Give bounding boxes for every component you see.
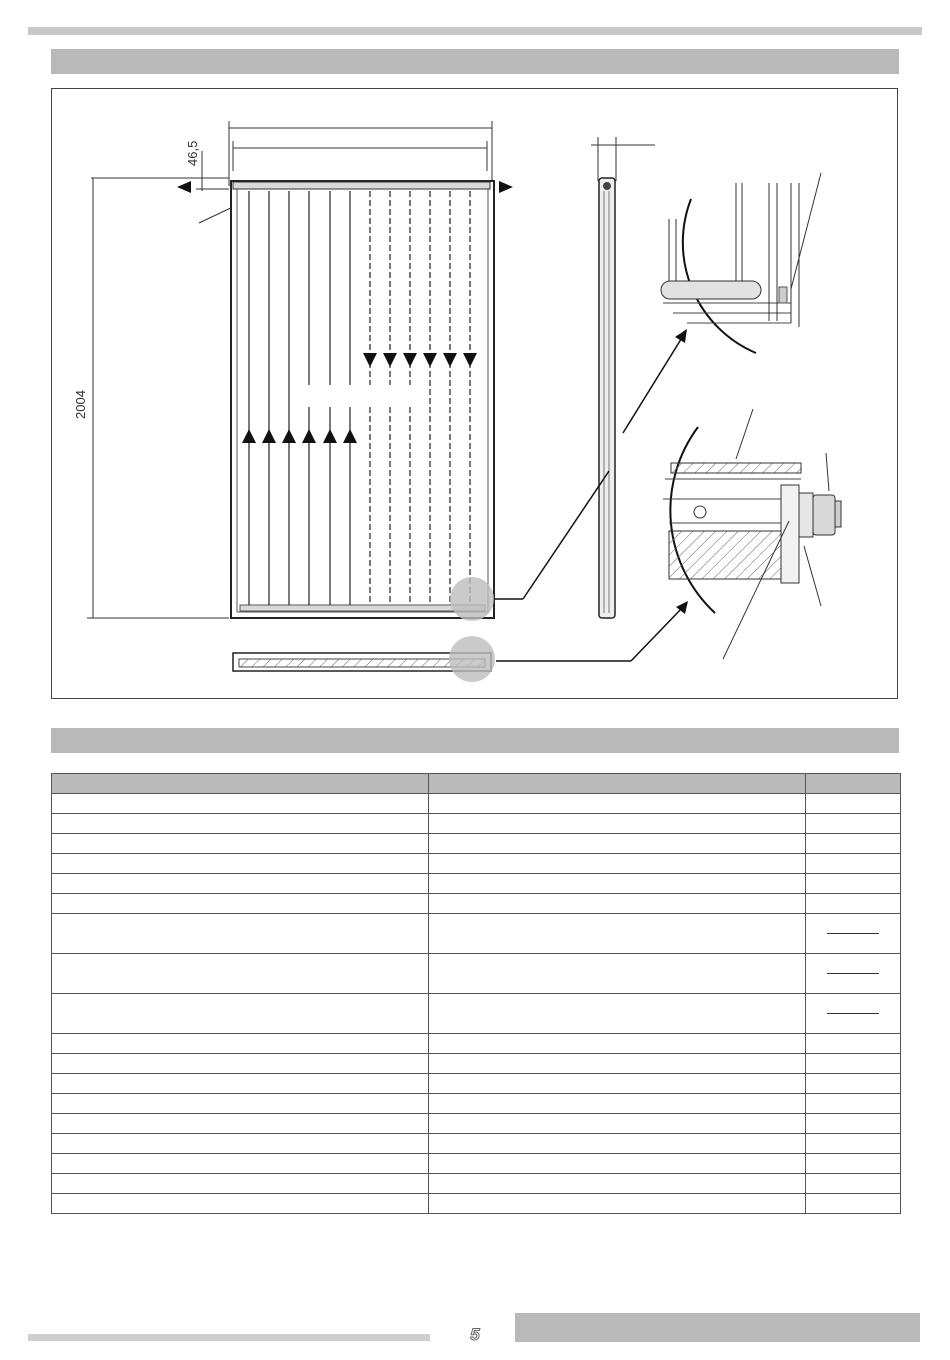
table-cell (429, 834, 806, 854)
table-cell (429, 1174, 806, 1194)
table-cell (52, 1194, 429, 1214)
table-cell (52, 794, 429, 814)
table-cell (429, 1034, 806, 1054)
table-cell (52, 814, 429, 834)
table-cell (429, 1134, 806, 1154)
detail-leader-lines (495, 336, 683, 661)
width-dimension (229, 121, 492, 186)
height-label: 2004 (73, 390, 88, 419)
table-cell (806, 1074, 901, 1094)
table-header-row (52, 774, 901, 794)
table-row (52, 814, 901, 834)
table-cell (806, 1114, 901, 1134)
unit-fraction-line (827, 973, 879, 974)
table-cell (429, 1114, 806, 1134)
table-cell (806, 794, 901, 814)
table-cell (429, 1154, 806, 1174)
table-cell (429, 994, 806, 1034)
table-cell (806, 914, 901, 954)
table-cell (52, 854, 429, 874)
table-header-parameter (52, 774, 429, 794)
table-cell (52, 1034, 429, 1054)
table-row (52, 954, 901, 994)
detail-view-lower (663, 409, 841, 659)
table-cell (806, 814, 901, 834)
table-row (52, 874, 901, 894)
table-row (52, 1194, 901, 1214)
bottom-rule (28, 1334, 430, 1341)
table-row (52, 1054, 901, 1074)
table-cell (52, 834, 429, 854)
table-cell (806, 1094, 901, 1114)
table-row (52, 1034, 901, 1054)
table-cell (806, 874, 901, 894)
table-header-unit (806, 774, 901, 794)
table-cell (806, 894, 901, 914)
table-row (52, 1154, 901, 1174)
table-cell (429, 874, 806, 894)
table-cell (806, 1174, 901, 1194)
table-cell (52, 994, 429, 1034)
table-cell (429, 954, 806, 994)
page-number: 5 (470, 1325, 480, 1344)
table-cell (429, 1094, 806, 1114)
height-dimension (73, 178, 229, 618)
table-cell (52, 914, 429, 954)
table-cell (429, 1074, 806, 1094)
table-row (52, 894, 901, 914)
collector-side-profile (591, 137, 655, 618)
table-cell (429, 894, 806, 914)
footer-bar (515, 1313, 920, 1342)
table-cell (806, 1194, 901, 1214)
table-cell (52, 874, 429, 894)
table-cell (52, 1134, 429, 1154)
collector-drawing-frame (51, 88, 898, 699)
table-cell (806, 834, 901, 854)
table-row (52, 1074, 901, 1094)
detail-arrowhead-top (675, 329, 687, 343)
table-cell (429, 794, 806, 814)
table-cell (52, 1174, 429, 1194)
table-row (52, 1094, 901, 1114)
table-cell (806, 1134, 901, 1154)
edge-offset-label: 46,5 (185, 140, 200, 166)
drawing-section-bar (51, 49, 899, 74)
table-row (52, 914, 901, 954)
detail-view-upper (661, 173, 821, 353)
table-row (52, 1134, 901, 1154)
unit-fraction-line (827, 1013, 879, 1014)
technical-data-rows (52, 794, 901, 1214)
table-cell (806, 854, 901, 874)
collector-drawing (52, 89, 899, 700)
table-cell (52, 1054, 429, 1074)
table-cell (806, 1054, 901, 1074)
edge-offset-dimension (91, 141, 229, 191)
left-inlet-marker (177, 181, 191, 193)
table-cell (806, 954, 901, 994)
table-cell (52, 1094, 429, 1114)
table-cell (806, 1034, 901, 1054)
table-cell (806, 994, 901, 1034)
table-cell (429, 914, 806, 954)
table-cell (429, 1194, 806, 1214)
table-header-value (429, 774, 806, 794)
table-row (52, 1174, 901, 1194)
table-cell (806, 1154, 901, 1174)
table-row (52, 854, 901, 874)
table-row (52, 834, 901, 854)
table-cell (429, 854, 806, 874)
table-row (52, 794, 901, 814)
collector-front-view (231, 181, 494, 621)
table-cell (52, 1074, 429, 1094)
table-cell (429, 814, 806, 834)
collector-bottom-view (233, 636, 495, 682)
table-cell (52, 954, 429, 994)
table-row (52, 1114, 901, 1134)
table-row (52, 994, 901, 1034)
table-cell (52, 1114, 429, 1134)
technical-data-section-bar (51, 728, 899, 753)
technical-data-table (51, 773, 901, 1214)
unit-fraction-line (827, 933, 879, 934)
top-rule (28, 27, 922, 35)
table-cell (52, 1154, 429, 1174)
right-inlet-marker (499, 181, 513, 193)
table-cell (429, 1054, 806, 1074)
table-cell (52, 894, 429, 914)
